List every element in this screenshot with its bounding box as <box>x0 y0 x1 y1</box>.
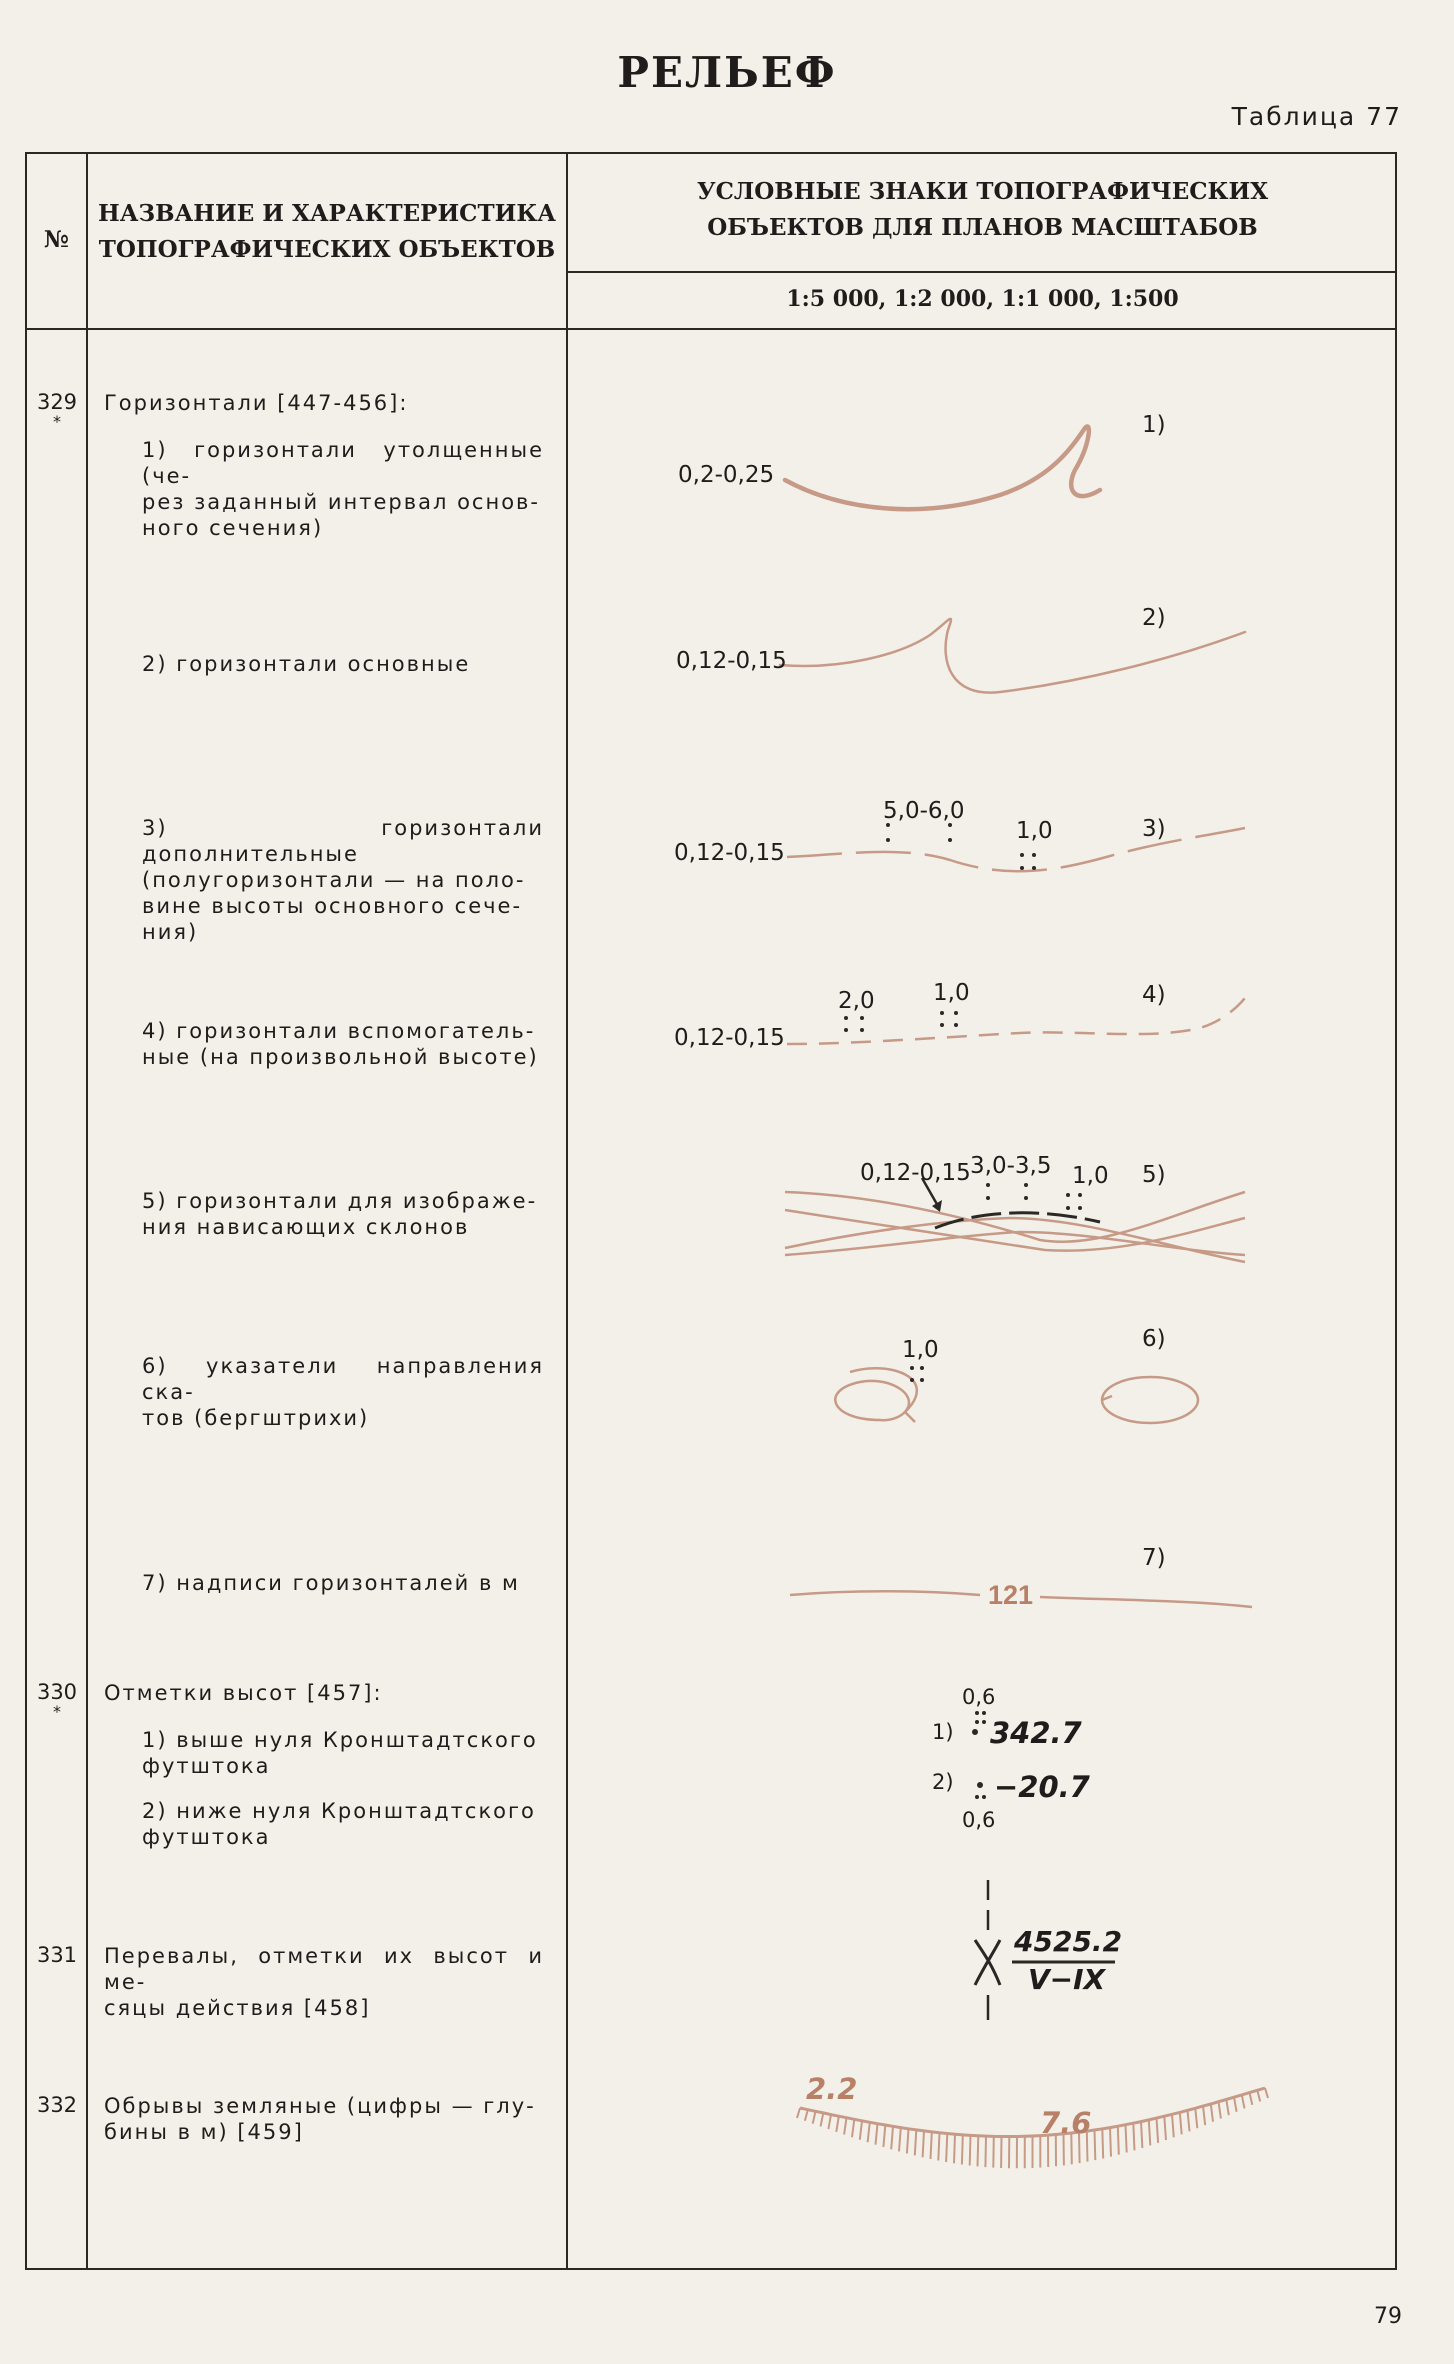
row-330-item-2-line: футштока <box>142 1825 271 1849</box>
row-329-item-1-line: 1) горизонтали утолщенные (че- <box>142 438 544 488</box>
cliff-tooth <box>931 2132 932 2159</box>
symbol-width-3: 0,12-0,15 <box>674 840 785 866</box>
dimension-dots <box>844 823 1082 1799</box>
spot-height-index-1: 1) <box>932 1720 954 1744</box>
cliff-tooth <box>1219 2102 1221 2119</box>
spot-height-size-top: 0,6 <box>962 1685 996 1709</box>
cliff-tooth <box>1180 2112 1182 2134</box>
cliff-tooth <box>946 2134 947 2163</box>
symbol-index-3: 3) <box>1142 816 1166 842</box>
row-331-number: 331 <box>36 1943 78 1967</box>
contour-thick-line <box>785 426 1100 509</box>
pass-months: V−IX <box>1028 1963 1106 1996</box>
cliff-tooth <box>1226 2100 1229 2116</box>
cliff-tooth <box>1250 2093 1253 2105</box>
cliff-tooth <box>962 2135 963 2165</box>
header-name-line-1: НАЗВАНИЕ И ХАРАКТЕРИСТИКА <box>98 200 556 227</box>
row-330-number: 330 <box>36 1680 78 1704</box>
symbol-gap-3: 1,0 <box>1016 818 1053 844</box>
symbol-index-2: 2) <box>1142 605 1166 631</box>
row-330-item-2-line: 2) ниже нуля Кронштадтского <box>142 1799 536 1823</box>
berg-stroke-left <box>905 1412 915 1422</box>
row-329-item-4-line: 4) горизонтали вспомогатель- <box>142 1019 536 1043</box>
cliff-tooth <box>868 2122 870 2142</box>
symbol-gap-4: 1,0 <box>933 980 970 1006</box>
row-330-title: Отметки высот [457]: <box>104 1681 383 1705</box>
cliff-tooth <box>1164 2116 1166 2140</box>
row-332-number: 332 <box>36 2093 78 2117</box>
row-329-item-3-line: 3) горизонтали дополнительные <box>142 816 544 866</box>
row-329-item-4-line: ные (на произвольной высоте) <box>142 1045 539 1069</box>
symbol-dash-3: 5,0-6,0 <box>883 798 965 824</box>
cliff-tooth <box>1149 2120 1151 2146</box>
spot-height-size-bottom: 0,6 <box>962 1808 996 1832</box>
cliff-tooth <box>915 2130 917 2156</box>
symbol-index-6: 6) <box>1142 1326 1166 1352</box>
cliff-tooth <box>978 2136 979 2167</box>
cliff-tooth <box>828 2115 831 2130</box>
cliff-tooth <box>899 2128 901 2152</box>
overhang-hidden-dashed <box>935 1213 1100 1228</box>
symbol-index-7: 7) <box>1142 1545 1166 1571</box>
cliff-tooth <box>844 2118 846 2135</box>
row-329-number: 329 <box>36 390 78 414</box>
row-329-star: * <box>53 412 61 431</box>
row-332-text-line: Обрывы земляные (цифры — глу- <box>104 2094 536 2118</box>
slope-arc-left <box>850 1368 917 1412</box>
cliff-tooth <box>1257 2090 1260 2101</box>
labelled-contour-left <box>790 1591 980 1595</box>
cliff-tooth <box>1095 2130 1096 2160</box>
cliff-tooth <box>821 2113 824 2127</box>
row-329-item-6-line: 6) указатели направления ска- <box>142 1354 544 1404</box>
spot-height-above: 342.7 <box>990 1716 1082 1750</box>
slope-ellipse-right <box>1102 1377 1198 1423</box>
header-name-line-2: ТОПОГРАФИЧЕСКИХ ОБЪЕКТОВ <box>98 236 556 263</box>
cliff-tooth <box>1188 2110 1190 2131</box>
cliff-symbol <box>797 2088 1268 2168</box>
header-symbols-line-1: УСЛОВНЫЕ ЗНАКИ ТОПОГРАФИЧЕСКИХ <box>696 178 1269 205</box>
cliff-tooth <box>1126 2125 1127 2153</box>
cliff-tooth <box>1102 2129 1103 2159</box>
table-label: Таблица 77 <box>1231 102 1402 131</box>
cliff-tooth <box>938 2133 939 2161</box>
header-number: № <box>44 226 69 253</box>
contour-label-121: 121 <box>988 1580 1034 1610</box>
page-number: 79 <box>1374 2304 1402 2329</box>
pass-icon <box>975 1940 1000 1985</box>
cliff-tooth <box>1141 2122 1142 2148</box>
cliff-tooth <box>1133 2123 1134 2150</box>
row-329-item-7-line: 7) надписи горизонталей в м <box>142 1571 520 1595</box>
spot-height-below: −20.7 <box>994 1770 1090 1804</box>
row-329-item-2-line: 2) горизонтали основные <box>142 652 471 676</box>
cliff-depth-left: 2.2 <box>806 2072 858 2106</box>
symbol-width-1: 0,2-0,25 <box>678 462 775 488</box>
cliff-tooth <box>883 2125 885 2147</box>
header-symbols-line-2: ОБЪЕКТОВ ДЛЯ ПЛАНОВ МАСШТАБОВ <box>707 214 1258 241</box>
row-329-item-3-line: вине высоты основного сече- <box>142 894 523 918</box>
row-329-item-5-line: 5) горизонтали для изображе- <box>142 1189 538 1213</box>
cliff-tooth <box>797 2108 800 2118</box>
symbol-dash-5: 3,0-3,5 <box>970 1153 1052 1179</box>
symbol-width-5: 0,12-0,15 <box>860 1160 971 1186</box>
symbol-dash-4: 2,0 <box>838 988 875 1014</box>
row-329-item-3-line: ния) <box>142 920 199 944</box>
cliff-tooth <box>813 2111 816 2123</box>
labelled-contour-right <box>1040 1597 1252 1607</box>
cliff-tooth <box>1234 2097 1237 2112</box>
overhang-contour-3 <box>785 1218 1245 1262</box>
cliff-tooth <box>1195 2108 1197 2128</box>
cliff-tooth <box>1203 2106 1205 2125</box>
row-330-item-1-line: 1) выше нуля Кронштадтского <box>142 1728 538 1752</box>
row-329-title: Горизонтали [447-456]: <box>104 391 409 415</box>
cliff-tooth <box>985 2136 986 2167</box>
symbol-index-1: 1) <box>1142 412 1166 438</box>
cliff-tooth <box>1211 2104 1213 2122</box>
contour-basic-line <box>780 619 1245 693</box>
cliff-tooth <box>805 2110 808 2121</box>
slope-ellipse-left <box>835 1381 909 1420</box>
row-332-text-line: бины в м) [459] <box>104 2120 304 2144</box>
symbol-index-5: 5) <box>1142 1162 1166 1188</box>
cliff-tooth <box>1242 2095 1245 2109</box>
row-331-text-line: сяцы действия [458] <box>104 1996 371 2020</box>
cliff-tooth <box>1110 2128 1111 2157</box>
header-scales: 1:5 000, 1:2 000, 1:1 000, 1:500 <box>786 286 1179 312</box>
row-329-item-5-line: ния нависающих склонов <box>142 1215 470 1239</box>
cliff-tooth <box>970 2135 971 2165</box>
row-329-item-3-line: (полугоризонтали — на поло- <box>142 868 526 892</box>
page-title: РЕЛЬЕФ <box>617 48 837 97</box>
symbol-width-2: 0,12-0,15 <box>676 648 787 674</box>
row-329-item-6-line: тов (бергштрихи) <box>142 1406 370 1430</box>
cliff-depth-right: 7.6 <box>1040 2106 1092 2140</box>
cliff-tooth <box>891 2126 893 2149</box>
cliff-tooth <box>1265 2088 1268 2098</box>
pass-elevation: 4525.2 <box>1014 1925 1123 1958</box>
row-329-item-1-line: ного сечения) <box>142 516 324 540</box>
cliff-tooth <box>860 2121 862 2140</box>
cliff-tooth <box>876 2124 878 2145</box>
cliff-tooth <box>954 2134 955 2163</box>
cliff-tooth <box>836 2116 839 2132</box>
cliff-tooth <box>1118 2126 1119 2155</box>
symbol-width-4: 0,12-0,15 <box>674 1025 785 1051</box>
row-331-text-line: Перевалы, отметки их высот и ме- <box>104 1944 544 1994</box>
cliff-tooth <box>993 2136 994 2167</box>
cliff-tooth <box>852 2119 854 2137</box>
symbol-gap-5: 1,0 <box>1072 1163 1109 1189</box>
cliff-tooth <box>907 2129 909 2154</box>
cliff-tooth <box>923 2131 924 2157</box>
cliff-tooth <box>1172 2114 1174 2137</box>
symbol-size-6: 1,0 <box>902 1337 939 1363</box>
spot-height-index-2: 2) <box>932 1770 954 1794</box>
cliff-tooth <box>1157 2118 1159 2143</box>
row-329-item-1-line: рез заданный интервал основ- <box>142 490 541 514</box>
row-330-star: * <box>53 1702 61 1721</box>
symbol-index-4: 4) <box>1142 982 1166 1008</box>
row-330-item-1-line: футштока <box>142 1754 271 1778</box>
